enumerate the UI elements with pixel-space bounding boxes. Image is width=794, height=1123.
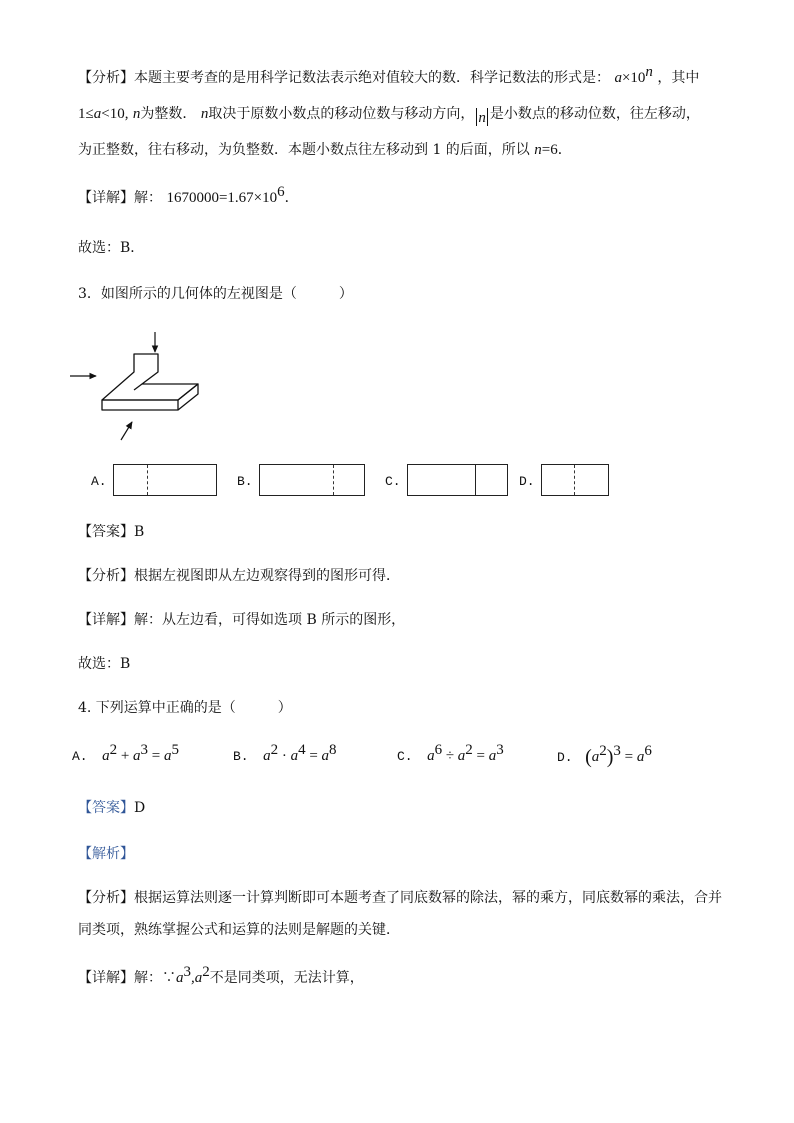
option-a-label: A. <box>72 749 88 764</box>
answer-value: B <box>134 524 145 540</box>
option-a-label: A. <box>91 474 107 489</box>
q4-jiexi-tag: 【解析】 <box>78 846 134 862</box>
detail-text: 不是同类项，无法计算， <box>209 970 364 986</box>
analysis-text: 根据左视图即从左边观察得到的图形可得． <box>134 568 400 584</box>
analysis-text: 取决于原数小数点的移动位数与移动方向， <box>208 106 475 122</box>
option-c-figure[interactable] <box>407 464 508 496</box>
period: ． <box>284 190 299 206</box>
geometric-solid-figure <box>66 330 206 445</box>
math-n: n <box>478 110 486 126</box>
answer-tag: 【答案】 <box>78 800 134 816</box>
math-n: n <box>200 106 209 122</box>
analysis-text: 为整数． <box>140 106 197 122</box>
detail-tag: 【详解】 <box>78 612 134 628</box>
math-exponent: 2 <box>202 964 210 980</box>
option-c-label: C. <box>397 749 413 764</box>
detail-line <box>78 184 299 208</box>
q3-conclusion: 故选：B <box>78 656 131 672</box>
detail-tag: 【详解】 <box>78 970 134 986</box>
q4-analysis-line-2: 同类项，熟练掌握公式和运算的法则是解题的关键． <box>78 922 400 938</box>
math-exponent: 3 <box>183 964 191 980</box>
analysis-text: 是小数点的移动位数，往左移动， <box>489 106 700 122</box>
abs-value <box>476 108 488 126</box>
math-times-ten: ×10 <box>621 70 646 86</box>
hidden-edge <box>147 465 148 495</box>
visible-edge <box>475 465 476 495</box>
option-b-figure[interactable] <box>259 464 365 496</box>
math-exponent: 6 <box>277 184 285 200</box>
analysis-tag: 【分析】 <box>78 890 134 906</box>
analysis-tag: 【分析】 <box>78 568 134 584</box>
question-3-title: 3．如图所示的几何体的左视图是（ ） <box>78 286 353 302</box>
answer-tag: 【答案】 <box>78 524 134 540</box>
detail-text: 解：∵ <box>134 970 176 986</box>
analysis-text: 根据运算法则逐一计算判断即可本题考查了同底数幂的除法，幂的乘方，同底数幂的乘法，合并 <box>134 890 722 906</box>
analysis-line-3 <box>78 140 572 160</box>
option-d-label: D. <box>557 750 573 765</box>
math-a: ,a <box>191 970 203 986</box>
math-one-le: 1≤ <box>78 106 94 122</box>
math-expression: 1670000=1.67×10 <box>166 190 278 206</box>
analysis-line-1 <box>78 64 700 88</box>
math-eq-six: =6 <box>541 142 558 158</box>
math-n: n <box>534 142 542 158</box>
question-4-title: 4. 下列运算中正确的是（ ） <box>78 700 292 716</box>
option-b-label: B. <box>233 749 249 764</box>
period: ． <box>557 142 572 158</box>
detail-text: 解： <box>134 190 162 206</box>
analysis-line-2 <box>78 104 700 126</box>
option-a-figure[interactable] <box>113 464 217 496</box>
q3-analysis-line <box>78 566 400 586</box>
analysis-tag: 【分析】 <box>78 70 134 86</box>
math-a: a <box>93 106 102 122</box>
math-lt-ten: <10, <box>101 106 129 122</box>
answer-value: D <box>134 800 146 816</box>
hidden-edge <box>574 465 575 495</box>
option-c-label: C. <box>385 474 401 489</box>
q4-option-b[interactable]: B. $a^2 \cdot a^4 = a^8$ <box>233 742 337 764</box>
option-d-figure[interactable] <box>541 464 609 496</box>
analysis-text-end: ，其中 <box>657 70 700 86</box>
q3-detail-line <box>78 610 405 630</box>
hidden-edge <box>333 465 334 495</box>
detail-text: 解：从左边看，可得如选项 B 所示的图形， <box>134 612 406 628</box>
detail-tag: 【详解】 <box>78 190 134 206</box>
analysis-text: 本题主要考查的是用科学记数法表示绝对值较大的数．科学记数法的形式是： <box>134 70 610 86</box>
math-a: a <box>614 70 622 86</box>
q4-analysis-line-1 <box>78 888 722 908</box>
q4-option-c[interactable]: C. $a^6 \div a^2 = a^3$ <box>397 742 504 764</box>
math-n: n <box>132 106 141 122</box>
q4-detail-line <box>78 964 364 988</box>
option-d-label: D. <box>519 474 535 489</box>
q4-option-a[interactable]: A. $a^2 + a^3 = a^5$ <box>72 742 179 764</box>
arrow-front <box>121 422 132 440</box>
option-b-label: B. <box>237 474 253 489</box>
q4-answer-line <box>78 798 145 818</box>
math-a: a <box>176 970 184 986</box>
conclusion-line: 故选：B． <box>78 240 145 256</box>
q3-answer-line <box>78 522 144 542</box>
math-exponent-n: n <box>645 64 653 80</box>
q4-option-d[interactable]: D. $(a^2)^3 = a^6$ <box>557 743 652 768</box>
analysis-text: 为正整数，往右移动，为负整数．本题小数点往左移动到 1 的后面，所以 <box>78 142 530 158</box>
